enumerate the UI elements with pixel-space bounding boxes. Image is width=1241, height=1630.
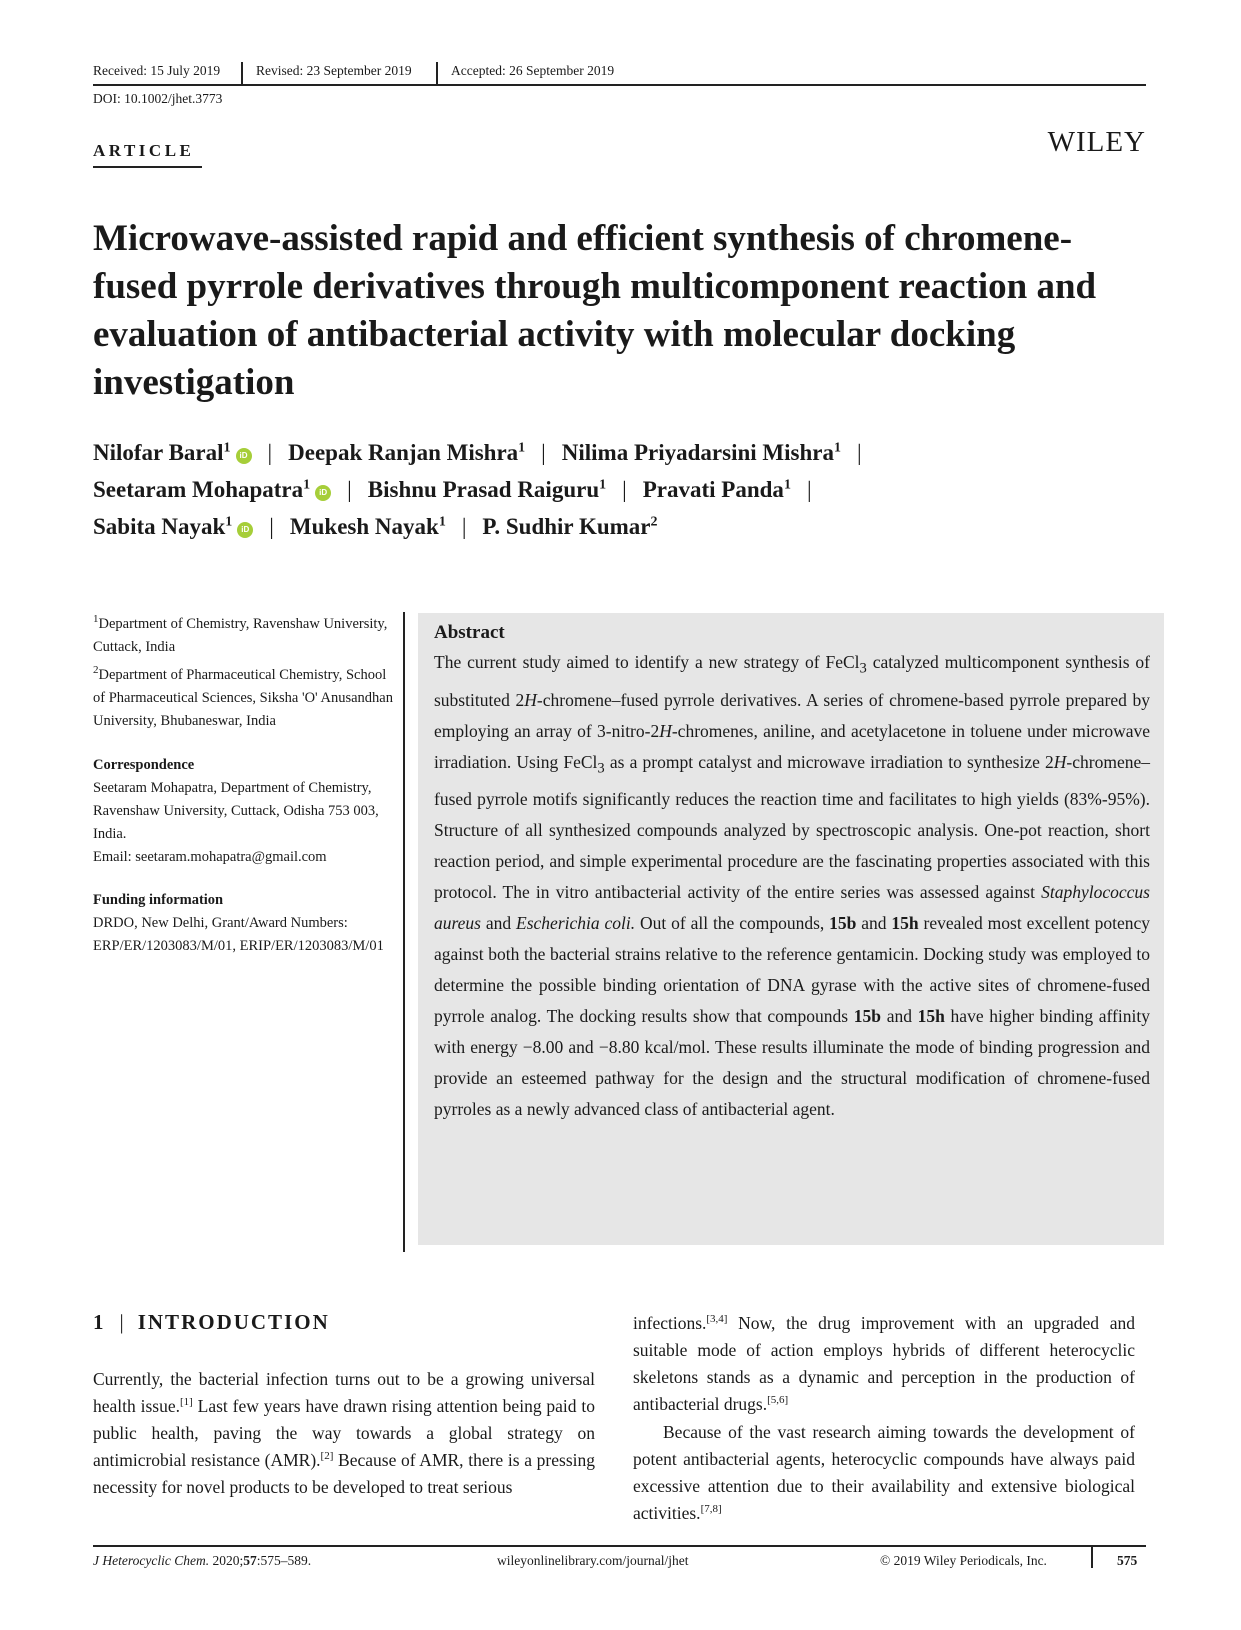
citation-link[interactable]: [7,8] [700,1503,722,1516]
orcid-icon[interactable]: iD [315,485,331,501]
footer-separator [1091,1546,1093,1568]
author-affiliation: 1 [303,477,311,493]
copyright: © 2019 Wiley Periodicals, Inc. [880,1553,1047,1568]
revised-date: Revised: 23 September 2019 [256,63,412,78]
journal-url[interactable]: wileyonlinelibrary.com/journal/jhet [497,1553,689,1568]
citation-link[interactable]: [5,6] [767,1394,789,1407]
section-number: 1 [93,1310,106,1334]
section-title: INTRODUCTION [137,1310,330,1334]
header-rule [93,84,1146,86]
author-separator: | [856,440,862,465]
abstract-text: The current study aimed to identify a new strategy of FeCl$_3$ catalyzed multicomponent synthesis of substituted 2H-chromene–fused pyrrole derivatives. A series of chromene-based pyrrole prepared by employing an array of 3-nitro-2H-chromenes, aniline, and acetylacetone in toluene under microwave irradiation. Using FeCl$_3$ as a prompt catalyst and microwave irradiation to synthesize 2H-chromene–fused pyrrole motifs significantly reduces the reaction time and facilitates to high yields (83%-95%). Structure of all synthesized compounds analyzed by spectroscopic analysis. One-pot reaction, short reaction period, and simple experimental procedure are the fascinating properties associated with this protocol. The in vitro antibacterial activity of the entire series was assessed against Staphylococcus aureus and Escherichia coli. Out of all the compounds, 15b and 15h revealed most excellent potency against both the bacterial strains relative to the reference gentamicin. Docking study was employed to determine the possible binding orientation of DNA gyrase with the active sites of chromene-fused pyrrole analog. The docking results show that compounds 15b and 15h have higher binding affinity with energy −8.00 and −8.80 kcal/mol. These results illuminate the mode of binding progression and provide an esteemed pathway for the design and the structural modification of chromene-fused pyrroles as a newly advanced class of antibacterial agent. [434,652,1151,1119]
author-name[interactable]: P. Sudhir Kumar [482,514,651,539]
section-heading [93,1310,330,1335]
accepted-date: Accepted: 26 September 2019 [451,63,615,78]
citation-link[interactable]: [1] [179,1396,193,1409]
funding-text: DRDO, New Delhi, Grant/Award Numbers: ERP/ER/1203083/M/01, ERIP/ER/1203083/M/01 [93,915,384,954]
received-date: Received: 15 July 2019 [93,63,221,78]
citation-link[interactable]: [3,4] [706,1313,728,1326]
page-number: 575 [1117,1553,1138,1568]
author-affiliation: 1 [518,440,526,456]
date-separator [436,62,438,86]
author-name[interactable]: Sabita Nayak [93,514,226,539]
article-title: Microwave-assisted rapid and efficient synthesis of chromene-fused pyrrole derivatives through multicomponent reaction and evaluation of antibacterial activity with molecular docking investigation [93,218,1097,403]
author-name[interactable]: Pravati Panda [642,477,784,502]
section-separator: | [119,1310,124,1334]
correspondence-email[interactable]: Email: seetaram.mohapatra@gmail.com [93,849,327,865]
author-affiliation: 1 [599,477,607,493]
column-divider [403,612,405,1252]
intro-paragraph-1-continued: infections.[3,4] Now, the drug improvement with an upgraded and suitable mode of action employs hybrids of different heterocyclic skeletons stands as a dynamic and perception in the production of antibacterial drugs.[5,6] [633,1313,1135,1414]
author-name[interactable]: Seetaram Mohapatra [93,477,304,502]
doi: DOI: 10.1002/jhet.3773 [93,91,223,106]
author-affiliation: 1 [225,514,233,530]
affiliation-1: $^1$Department of Chemistry, Ravenshaw University, Cuttack, India [93,613,388,655]
footer-rule [93,1545,1146,1547]
intro-paragraph-1: Currently, the bacterial infection turns out to be a growing universal health issue.[1] Last few years have drawn rising attention being paid to public health, paving the way towards a global strategy on antimicrobial resistance (AMR).[2] Because of AMR, there is a pressing necessity for novel products to be developed to treat serious [93,1369,595,1497]
author-affiliation: 1 [223,440,231,456]
author-separator: | [806,477,812,502]
author-separator: | [269,514,274,539]
author-separator: | [541,440,546,465]
author-name[interactable]: Bishnu Prasad Raiguru [367,477,600,502]
article-info [93,613,393,958]
abstract-box [418,613,1164,1245]
orcid-icon[interactable]: iD [236,448,252,464]
author-separator: | [461,514,467,539]
orcid-icon[interactable]: iD [237,522,253,538]
author-separator: | [267,440,273,465]
citation-link[interactable]: [2] [320,1450,334,1463]
author-affiliation: 1 [783,477,791,493]
author-name[interactable]: Mukesh Nayak [289,514,439,539]
author-name[interactable]: Nilofar Baral [93,440,224,465]
journal-citation: J Heterocyclic Chem. 2020;57:575–589. [93,1553,312,1568]
author-name[interactable]: Deepak Ranjan Mishra [288,440,519,465]
author-affiliation: 2 [650,514,658,530]
funding-heading: Funding information [93,892,224,908]
author-affiliation: 1 [438,514,446,530]
author-separator: | [622,477,627,502]
date-separator [241,62,243,86]
article-type-underline [93,166,202,168]
correspondence-text: Seetaram Mohapatra, Department of Chemistry, Ravenshaw University, Cuttack, Odisha 753 003, India. [93,780,379,842]
article-dates [93,62,1143,86]
author-name[interactable]: Nilima Priyadarsini Mishra [561,440,834,465]
author-affiliation: 1 [833,440,841,456]
affiliation-2: $^2$Department of Pharmaceutical Chemistry, School of Pharmaceutical Sciences, Siksha 'O' Anusandhan University, Bhubaneswar, India [93,664,393,729]
article-type: ARTICLE [93,141,195,160]
author-separator: | [347,477,352,502]
intro-paragraph-2: Because of the vast research aiming towards the development of potent antibacterial agents, heterocyclic compounds have always paid excessive attention due to their availability and extensive biological activities.[7,8] [633,1422,1135,1523]
author-line [93,514,1153,540]
publisher-logo: WILEY [1047,126,1146,158]
author-line [93,440,1153,466]
abstract-heading: Abstract [434,622,505,643]
correspondence-heading: Correspondence [93,757,195,773]
author-line [93,477,1153,503]
